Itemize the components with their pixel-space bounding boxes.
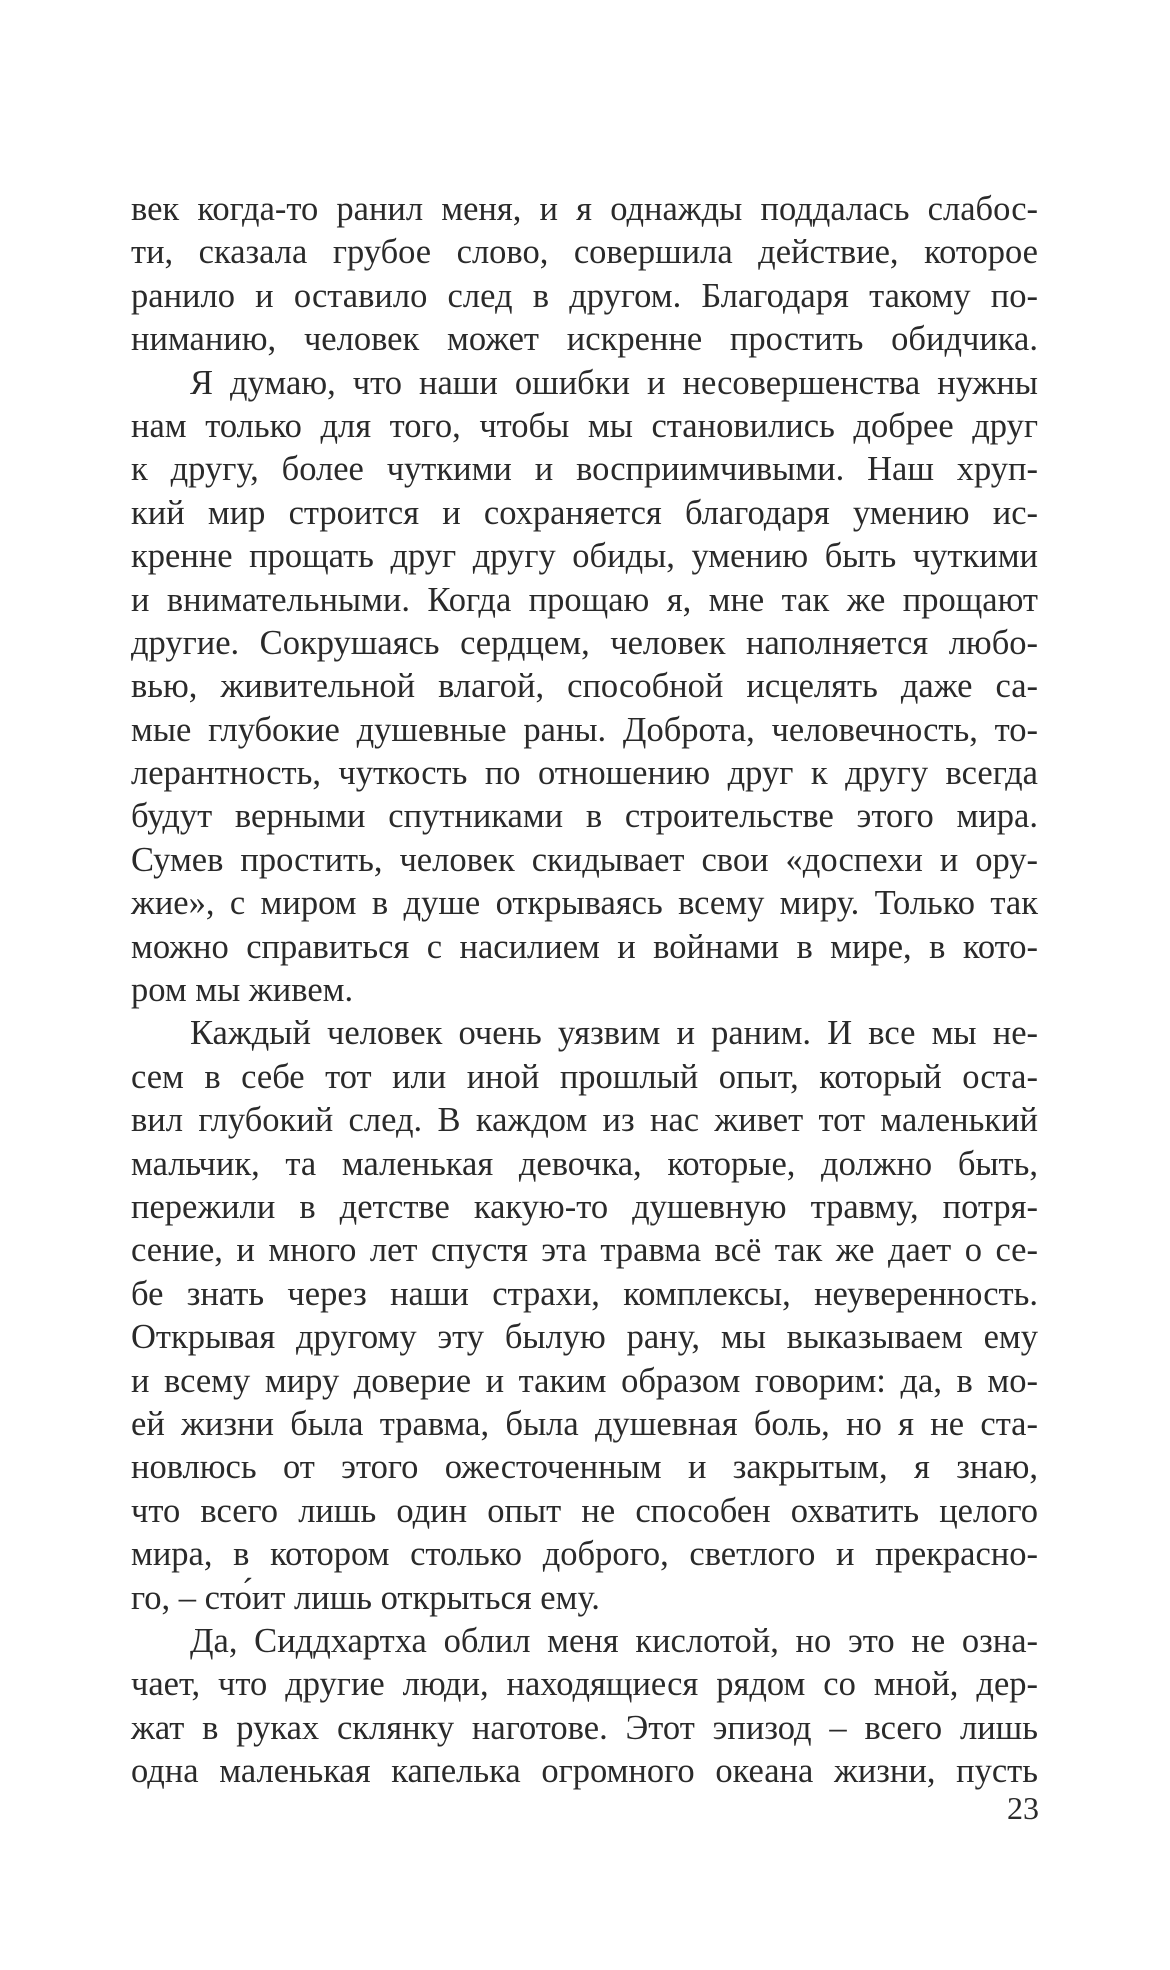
text-line: одна маленькая капелька огромного океана жизни, пусть <box>131 1752 1038 1791</box>
text-line: го, – сто́ит лишь открыться ему. <box>131 1578 600 1617</box>
text-line: сем в себе тот или иной прошлый опыт, который оста- <box>131 1057 1038 1096</box>
paragraph <box>131 1620 1038 1794</box>
text-line: вил глубокий след. В каждом из нас живет тот маленький <box>131 1101 1038 1140</box>
text-line: чает, что другие люди, находящиеся рядом со мной, дер- <box>131 1665 1038 1704</box>
text-line: жат в руках склянку наготове. Этот эпизод – всего лишь <box>131 1708 1038 1747</box>
text-line: век когда-то ранил меня, и я однажды поддалась слабос- <box>131 190 1038 228</box>
text-line: Сумев простить, человек скидывает свои «доспехи и ору- <box>131 840 1038 879</box>
text-line: к другу, более чуткими и восприимчивыми. Наш хруп- <box>131 450 1038 489</box>
text-line: вью, живительной влагой, способной исцелять даже са- <box>131 667 1038 706</box>
text-line: можно справиться с насилием и войнами в мире, в кото- <box>131 927 1038 966</box>
text-line: новлюсь от этого ожесточенным и закрытым, я знаю, <box>131 1448 1038 1487</box>
body-text <box>131 188 1038 1793</box>
text-line: лерантность, чуткость по отношению друг к другу всегда <box>131 754 1038 793</box>
text-line: другие. Сокрушаясь сердцем, человек наполняется любо- <box>131 623 1038 662</box>
text-line: сение, и много лет спустя эта травма всё так же дает о се- <box>131 1231 1038 1270</box>
paragraph <box>131 1012 1038 1619</box>
text-line: кренне прощать друг другу обиды, умению быть чуткими <box>131 537 1038 576</box>
text-line: Я думаю, что наши ошибки и несовершенства нужны <box>190 363 1038 402</box>
text-line: Каждый человек очень уязвим и раним. И все мы не- <box>190 1014 1038 1053</box>
text-line: и всему миру доверие и таким образом говорим: да, в мо- <box>131 1361 1038 1400</box>
text-line: ей жизни была травма, была душевная боль, но я не ста- <box>131 1404 1038 1443</box>
text-line: кий мир строится и сохраняется благодаря умению ис- <box>131 493 1038 532</box>
text-line: что всего лишь один опыт не способен охватить целого <box>131 1491 1038 1530</box>
paragraph-continued <box>131 188 1038 362</box>
text-line: ти, сказала грубое слово, совершила действие, которое <box>131 233 1038 272</box>
text-line: и внимательными. Когда прощаю я, мне так же прощают <box>131 580 1038 619</box>
text-line: ранило и оставило след в другом. Благодаря такому по- <box>131 276 1038 315</box>
text-line: бе знать через наши страхи, комплексы, неуверенность. <box>131 1274 1038 1313</box>
text-line: пережили в детстве какую-то душевную травму, потря- <box>131 1187 1038 1226</box>
text-line: Открывая другому эту былую рану, мы выказываем ему <box>131 1318 1038 1357</box>
paragraph <box>131 362 1038 1013</box>
page-number: 23 <box>1007 1790 1039 1826</box>
text-line: мальчик, та маленькая девочка, которые, должно быть, <box>131 1144 1038 1183</box>
text-line: Да, Сиддхартха облил меня кислотой, но это не озна- <box>190 1621 1038 1660</box>
text-line: ниманию, человек может искренне простить обидчика. <box>131 320 1038 359</box>
text-line: жие», с миром в душе открываясь всему миру. Только так <box>131 884 1038 923</box>
text-line: нам только для того, чтобы мы становились добрее друг <box>131 406 1038 445</box>
text-line: ром мы живем. <box>131 971 354 1010</box>
text-line: мира, в котором столько доброго, светлого и прекрасно- <box>131 1535 1038 1574</box>
text-line: будут верными спутниками в строительстве этого мира. <box>131 797 1038 836</box>
text-line: мые глубокие душевные раны. Доброта, человечность, то- <box>131 710 1038 749</box>
